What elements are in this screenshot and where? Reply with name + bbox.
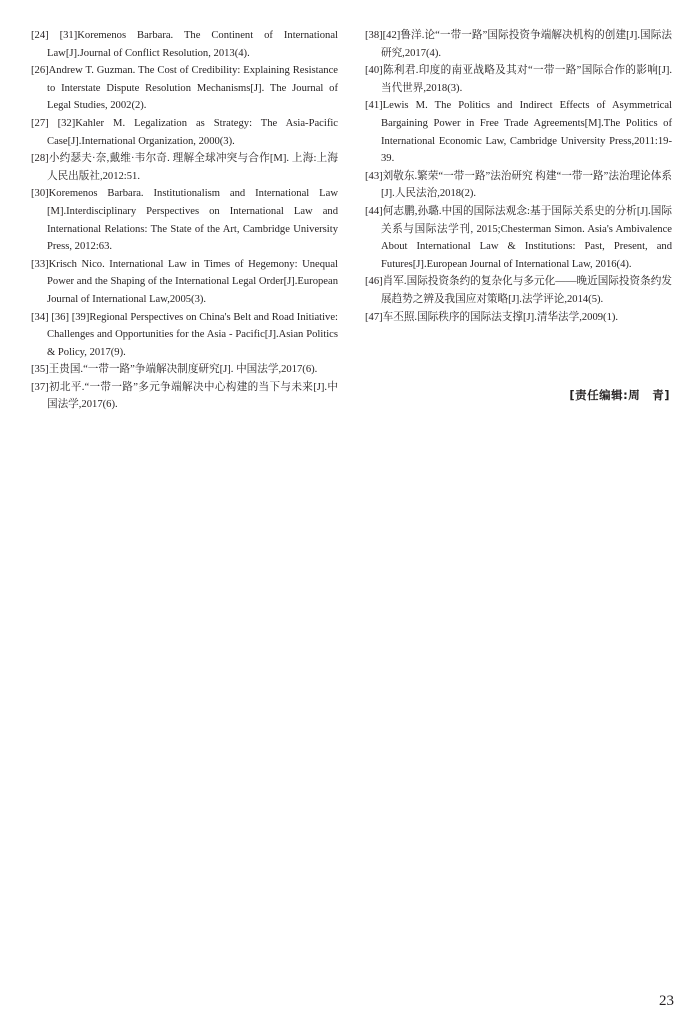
reference-item: [40]陈利君.印度的南亚战略及其对“一带一路”国际合作的影响[J].当代世界,2018(3). [365, 65, 672, 94]
reference-item: [38][42]鲁洋.论“一带一路”国际投资争端解决机构的创建[J].国际法研究,2017(4). [365, 30, 672, 59]
reference-item: [47]车丕照.国际秩序的国际法支撑[J].清华法学,2009(1). [365, 311, 619, 323]
reference-item: [41]Lewis M. The Politics and Indirect Effects of Asymmetrical Bargaining Power in Free Trade Agreements[M].The Politics of International Economic Law, Cambridge University Press,2011:19-39. [365, 100, 672, 165]
reference-item: [34] [36] [39]Regional Perspectives on China's Belt and Road Initiative: Challenges and Opportunities for the Asia - Pacific[J].Asian Politics & Policy, 2017(9). [31, 311, 338, 358]
reference-item: [27] [32]Kahler M. Legalization as Strategy: The Asia-Pacific Case[J].International Organization, 2000(3). [31, 117, 338, 147]
reference-item: [28]小约瑟夫·奈,戴维·韦尔奇. 理解全球冲突与合作[M]. 上海:上海人民出版社,2012:51. [31, 153, 338, 182]
responsible-editor: [责任编辑:周 青] [569, 388, 670, 402]
reference-item: [37]初北平.“一带一路”多元争端解决中心构建的当下与未来[J].中国法学,2017(6). [31, 381, 338, 411]
reference-item: [30]Koremenos Barbara. Institutionalism and International Law [M].Interdisciplinary Perspectives on International Law and International Relations: The State of the Art, Cambridge University Press, 2012:63. [31, 188, 338, 253]
reference-item: [43]刘敬东.繁荣“一带一路”法治研究 构建“一带一路”法治理论体系[J].人民法治,2018(2). [365, 170, 672, 200]
reference-item: [35]王贵国.“一带一路”争端解决制度研究[J]. 中国法学,2017(6). [31, 364, 318, 376]
reference-item: [44]何志鹏,孙璐.中国的国际法观念:基于国际关系史的分析[J].国际关系与国际法学刊, 2015;Chesterman Simon. Asia's Ambivalence About International Law & Institutions: Past, Present, and Futures[J].European Journal of International Law, 2016(4). [365, 205, 672, 270]
reference-item: [24] [31]Koremenos Barbara. The Continent of International Law[J].Journal of Conflict Resolution, 2013(4). [31, 30, 338, 59]
reference-item: [46]肖军.国际投资条约的复杂化与多元化——晚近国际投资条约发展趋势之辨及我国应对策略[J].法学评论,2014(5). [365, 276, 672, 305]
references-right-column [365, 27, 672, 326]
reference-item: [26]Andrew T. Guzman. The Cost of Credibility: Explaining Resistance to Interstate Dispute Resolution Mechanisms[J]. The Journal of Legal Studies, 2002(2). [31, 65, 338, 112]
reference-item: [33]Krisch Nico. International Law in Times of Hegemony: Unequal Power and the Shaping of the International Legal Order[J].European Journal of International Law,2005(3). [31, 258, 338, 305]
page-number: 23 [659, 993, 674, 1009]
references-left-column [31, 27, 338, 414]
